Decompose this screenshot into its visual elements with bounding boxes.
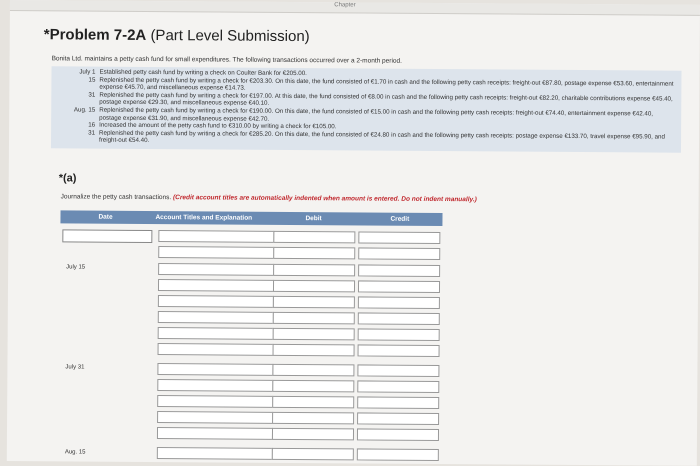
credit-input[interactable] [358, 231, 440, 244]
account-input[interactable] [157, 363, 273, 376]
credit-input[interactable] [357, 428, 439, 441]
chapter-tab[interactable]: Chapter [334, 2, 356, 9]
account-input[interactable] [158, 295, 274, 308]
credit-input[interactable] [358, 264, 440, 277]
transaction-text: Replenished the petty cash fund by writing a check for €197.00. At this date, the fund consisted of €8.00 in cash and the following petty cash receipts: freight-out €82.20, charitable contributions expense €45.40, postage expense €29.30, and miscellaneous expense €40.10. [99, 91, 673, 108]
debit-input[interactable] [272, 380, 354, 393]
account-input[interactable] [157, 427, 273, 440]
problem-title-bold: Problem 7-2A [49, 26, 147, 44]
transaction-text: Established petty cash fund by writing a check on Coulter Bank for €205.00. [99, 68, 307, 78]
credit-input[interactable] [358, 296, 440, 309]
credit-input[interactable] [357, 412, 439, 425]
credit-input[interactable] [358, 312, 440, 325]
journal-row [7, 446, 700, 465]
problem-intro: Bonita Ltd. maintains a petty cash fund for small expenditures. The following transactions occurred over a 2-month period. [51, 55, 402, 65]
debit-input[interactable] [272, 396, 354, 409]
debit-input[interactable] [273, 264, 355, 277]
date-label-july15: July 15 [66, 264, 86, 271]
credit-input[interactable] [357, 396, 439, 409]
journal-row [7, 426, 700, 445]
top-strip [10, 0, 700, 16]
transaction-row [57, 129, 675, 149]
transactions-box [51, 66, 682, 152]
part-a-instruction [61, 193, 477, 203]
transaction-text: Increased the amount of the petty cash fund to €310.00 by writing a check for €105.00. [99, 121, 337, 131]
transaction-date: 16 [88, 121, 96, 129]
transaction-date: 31 [88, 91, 96, 99]
account-input[interactable] [158, 327, 274, 340]
problem-title-rest: (Part Level Submission) [146, 26, 310, 46]
header-date: Date [98, 213, 113, 221]
credit-input[interactable] [358, 280, 440, 293]
required-star: * [43, 26, 50, 44]
credit-input[interactable] [358, 328, 440, 341]
account-input[interactable] [157, 447, 273, 460]
account-input[interactable] [158, 311, 274, 324]
credit-input[interactable] [357, 380, 439, 393]
credit-input[interactable] [357, 448, 439, 461]
account-input[interactable] [157, 411, 273, 424]
debit-input[interactable] [273, 296, 355, 309]
account-input[interactable] [158, 279, 274, 292]
instruction-text: Journalize the petty cash transactions. [60, 193, 172, 202]
journal-row [8, 342, 700, 361]
transaction-date: July 1 [79, 68, 96, 76]
debit-input[interactable] [273, 231, 355, 244]
debit-input[interactable] [272, 428, 354, 441]
debit-input[interactable] [272, 448, 354, 461]
account-input[interactable] [158, 343, 274, 356]
transaction-date: Aug. 15 [73, 106, 96, 114]
debit-input[interactable] [273, 328, 355, 341]
transaction-date: 31 [88, 129, 96, 137]
transaction-text: Replenished the petty cash fund by writing a check for €190.00. On this date, the fund consisted of €15.00 in cash and the following petty cash receipts: freight-out €74.40, entertainment expense €42.40, postage expense €31.90, and miscellaneous expense €42.70. [99, 106, 654, 123]
date-label-july31: July 31 [65, 364, 85, 371]
date-label-aug15: Aug. 15 [64, 449, 86, 456]
debit-input[interactable] [272, 412, 354, 425]
journal-row [8, 245, 700, 264]
instruction-note: (Credit account titles are automatically indented when amount is entered. Do not indent manually.) [172, 194, 477, 204]
transaction-text: Replenished the petty cash fund by writing a check for €285.20. On this date, the fund consisted of €24.80 in cash and the following petty cash receipts: postage expense €133.70, travel expense €95.90, and freight-out €54.40. [98, 129, 665, 145]
journal-header [60, 210, 442, 226]
credit-input[interactable] [358, 247, 440, 260]
debit-input[interactable] [273, 280, 355, 293]
debit-input[interactable] [273, 312, 355, 325]
debit-input[interactable] [272, 364, 354, 377]
header-credit: Credit [390, 215, 410, 223]
transaction-date: 15 [88, 76, 96, 84]
credit-input[interactable] [358, 344, 440, 357]
account-input[interactable] [158, 230, 274, 243]
problem-title [44, 26, 310, 45]
account-input[interactable] [157, 379, 273, 392]
credit-input[interactable] [357, 364, 439, 377]
debit-input[interactable] [273, 247, 355, 260]
header-account: Account Titles and Explanation [155, 214, 253, 222]
date-input[interactable] [62, 229, 152, 243]
account-input[interactable] [157, 395, 273, 408]
debit-input[interactable] [273, 344, 355, 357]
header-debit: Debit [305, 215, 322, 223]
problem-page [7, 0, 700, 466]
account-input[interactable] [158, 246, 274, 259]
account-input[interactable] [158, 263, 274, 276]
transaction-text: Replenished the petty cash fund by writing a check for €203.30. On this date, the fund consisted of €1.70 in cash and the following petty cash receipts: freight-out €87.80, postage expense €53.60, entertainment expense €45.70, and miscellaneous expense €14.73. [99, 76, 674, 92]
part-a-label: *(a) [58, 172, 77, 185]
